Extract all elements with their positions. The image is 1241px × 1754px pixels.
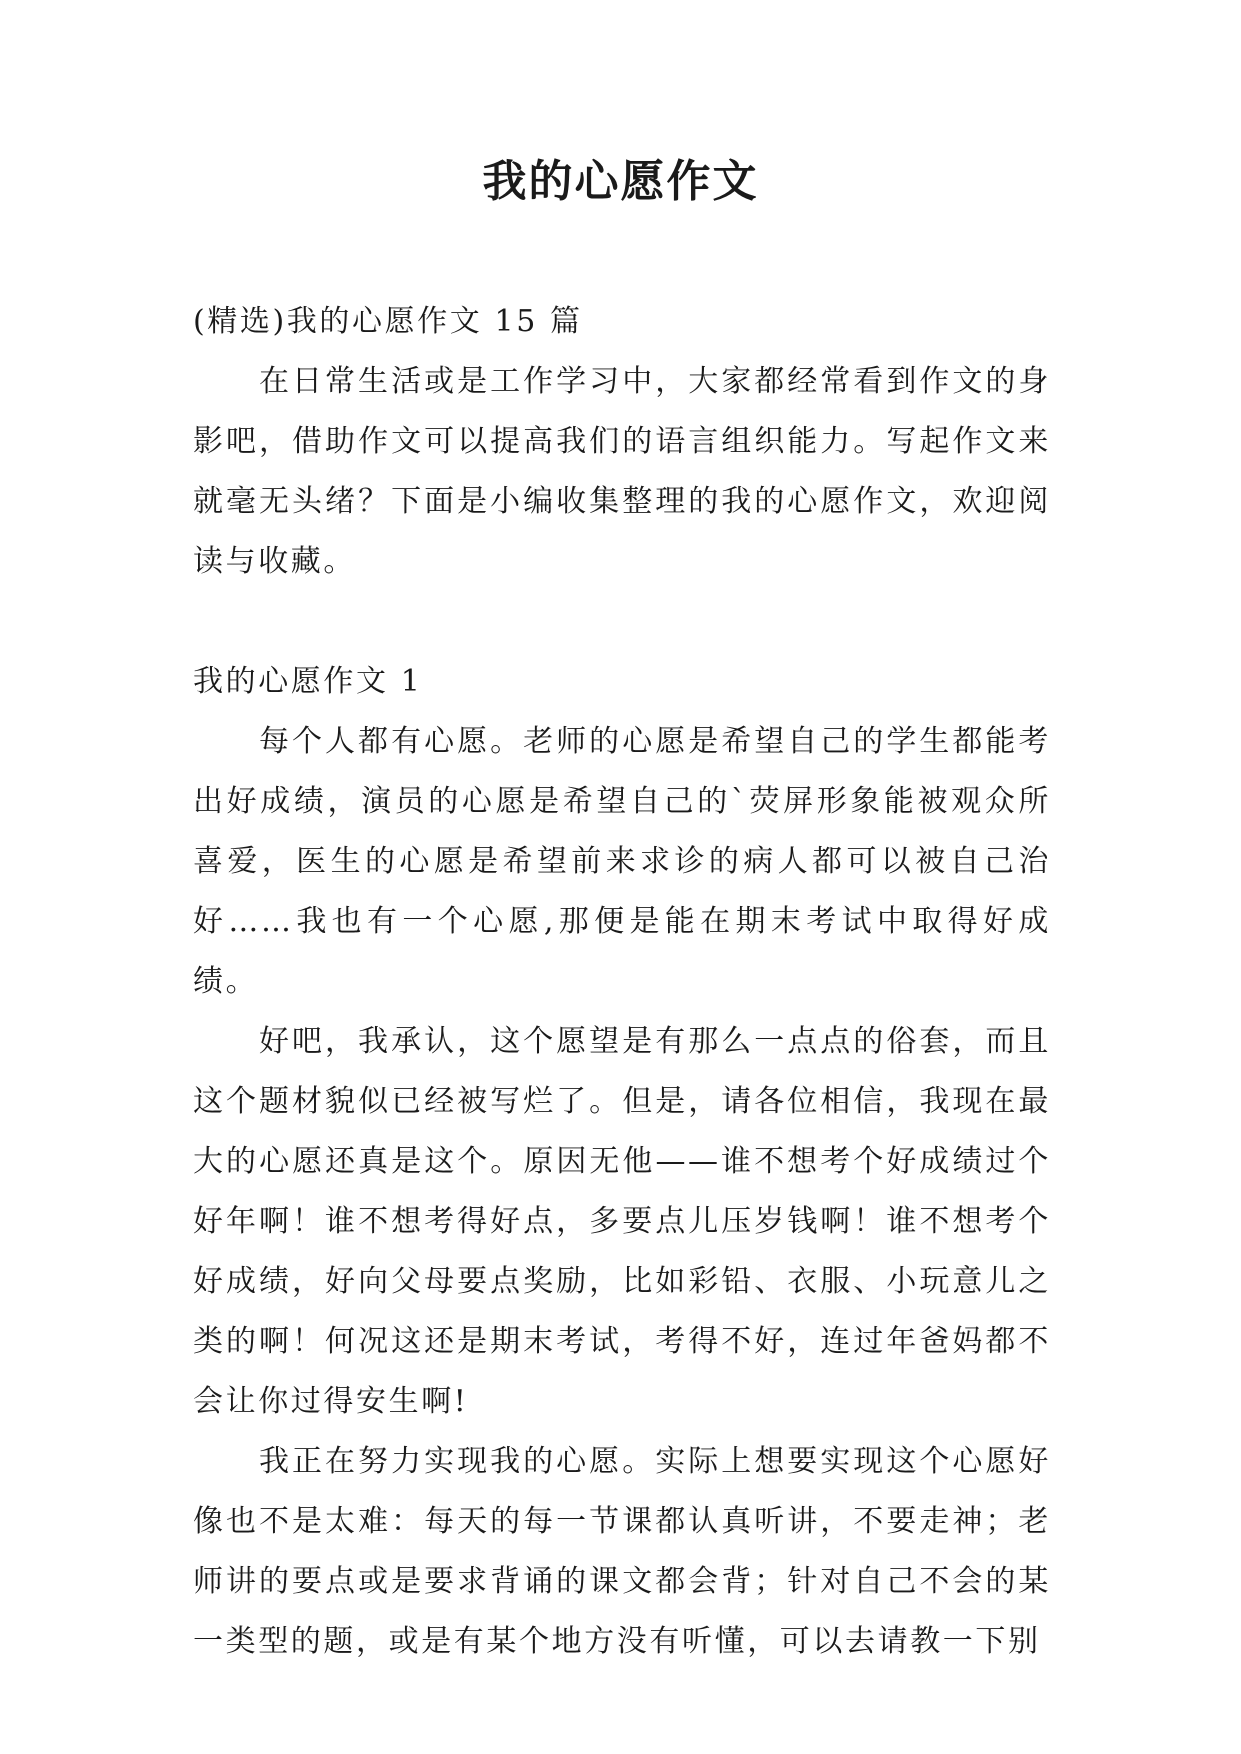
body-paragraph: 每个人都有心愿。老师的心愿是希望自己的学生都能考出好成绩，演员的心愿是希望自己的`荧屏形象能被观众所喜爱，医生的心愿是希望前来求诊的病人都可以被自己治好……我也有一个心愿,那便是能在期末考试中取得好成绩。 bbox=[193, 724, 1051, 999]
document-body bbox=[193, 292, 1051, 1672]
section-heading: 我的心愿作文 1 bbox=[193, 664, 423, 699]
document-subtitle: (精选)我的心愿作文 15 篇 bbox=[193, 304, 583, 339]
body-paragraph: 我正在努力实现我的心愿。实际上想要实现这个心愿好像也不是太难：每天的每一节课都认真听讲，不要走神；老师讲的要点或是要求背诵的课文都会背；针对自己不会的某一类型的题，或是有某个地方没有听懂，可以去请教一下别 bbox=[193, 1444, 1051, 1659]
body-paragraph: 好吧，我承认，这个愿望是有那么一点点的俗套，而且这个题材貌似已经被写烂了。但是，请各位相信，我现在最大的心愿还真是这个。原因无他——谁不想考个好成绩过个好年啊！谁不想考得好点，多要点儿压岁钱啊！谁不想考个好成绩，好向父母要点奖励，比如彩铅、衣服、小玩意儿之类的啊！何况这还是期末考试，考得不好，连过年爸妈都不会让你过得安生啊! bbox=[193, 1024, 1051, 1419]
document-title: 我的心愿作文 bbox=[482, 156, 759, 207]
section-spacer bbox=[193, 592, 1051, 652]
intro-paragraph: 在日常生活或是工作学习中，大家都经常看到作文的身影吧，借助作文可以提高我们的语言组织能力。写起作文来就毫无头绪？下面是小编收集整理的我的心愿作文，欢迎阅读与收藏。 bbox=[193, 364, 1051, 579]
